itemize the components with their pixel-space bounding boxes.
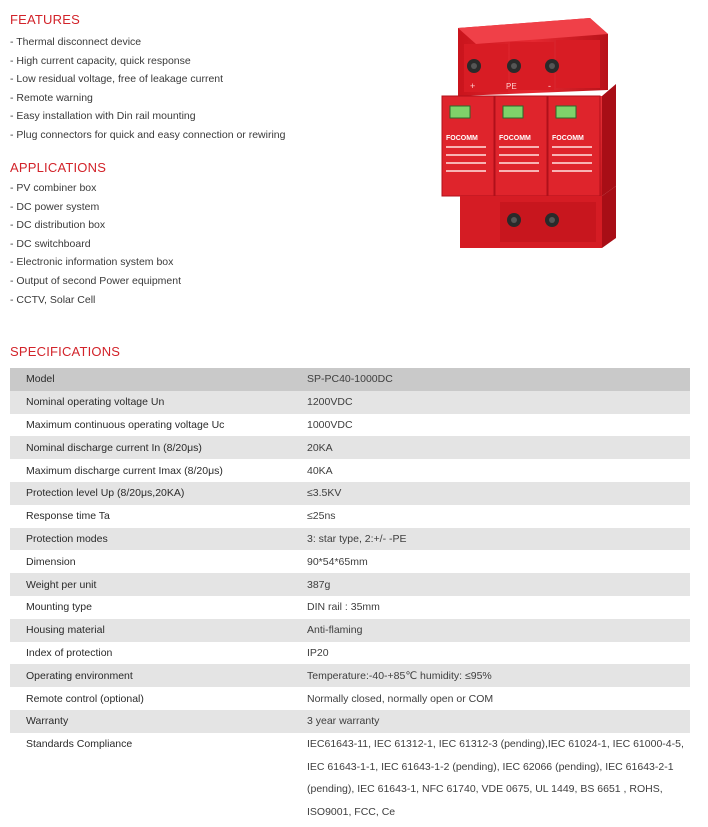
spec-label: Maximum discharge current Imax (8/20μs) [26, 464, 223, 477]
spec-value: 3 year warranty [297, 710, 690, 733]
module-brand: FOCOMM [552, 135, 584, 142]
application-item: - Electronic information system box [10, 253, 181, 272]
spec-value: 1200VDC [297, 391, 690, 414]
table-row [10, 619, 690, 642]
spec-label: Protection modes [10, 528, 297, 551]
spec-value: 20KA [297, 436, 690, 459]
table-row [10, 436, 690, 459]
spec-value: Anti-flaming [297, 619, 690, 642]
features-list [10, 33, 285, 145]
spec-label: Dimension [26, 555, 76, 568]
application-item: - DC distribution box [10, 216, 181, 235]
application-item: - Output of second Power equipment [10, 272, 181, 291]
spec-value: 387g [297, 573, 690, 596]
module-brand: FOCOMM [446, 135, 478, 142]
table-row [10, 687, 690, 710]
table-row [10, 459, 690, 482]
spec-value: 3: star type, 2:+/- -PE [297, 528, 690, 551]
table-row [10, 733, 690, 824]
spec-label: Operating environment [10, 664, 297, 687]
application-item: - CCTV, Solar Cell [10, 291, 181, 310]
spec-label: Response time Ta [26, 510, 110, 523]
application-item: - PV combiner box [10, 179, 181, 198]
feature-item: - Remote warning [10, 89, 285, 108]
specifications-heading: SPECIFICATIONS [10, 344, 121, 359]
applications-heading: APPLICATIONS [10, 160, 107, 175]
specifications-table [10, 368, 690, 824]
spec-value: 90*54*65mm [307, 555, 368, 568]
terminal-label-pe: PE [506, 82, 517, 91]
features-heading: FEATURES [10, 12, 80, 27]
spec-value: SP-PC40-1000DC [297, 368, 690, 391]
terminal-label-minus: - [548, 81, 551, 91]
application-item: - DC power system [10, 198, 181, 217]
applications-list [10, 179, 181, 309]
spec-value: DIN rail : 35mm [307, 601, 380, 614]
feature-item: - Thermal disconnect device [10, 33, 285, 52]
table-row [10, 482, 690, 505]
spec-value: IEC61643-11, IEC 61312-1, IEC 61312-3 (pending),IEC 61024-1, IEC 61000-4-5, IEC 61643-1-1, IEC 61643-1-2 (pending), IEC 62066 (pending), IEC 61643-2-1 (pending), IEC 61643-1, NFC 61740, VDE 0675, UL 1449, BS 6651 , ROHS, ISO9001, FCC, Ce [307, 737, 684, 819]
application-item: - DC switchboard [10, 235, 181, 254]
feature-item: - Low residual voltage, free of leakage current [10, 70, 285, 89]
spec-value: ≤25ns [307, 510, 336, 523]
spec-label: Nominal discharge current In (8/20μs) [10, 436, 297, 459]
spec-label: Maximum continuous operating voltage Uc [26, 418, 225, 431]
spec-label: Remote control (optional) [26, 692, 144, 705]
spec-value: 40KA [307, 464, 333, 477]
spec-label: Standards Compliance [26, 737, 133, 750]
feature-item: - Easy installation with Din rail mounting [10, 107, 285, 126]
spec-value: Temperature:-40-+85℃ humidity: ≤95% [297, 664, 690, 687]
spec-label: Index of protection [26, 646, 113, 659]
spec-label: Housing material [10, 619, 297, 642]
spec-label: Mounting type [26, 601, 92, 614]
table-row [10, 642, 690, 665]
spec-value: ≤3.5KV [297, 482, 690, 505]
table-row [10, 710, 690, 733]
table-row [10, 573, 690, 596]
table-row [10, 664, 690, 687]
table-row [10, 550, 690, 573]
spec-label: Model [10, 368, 297, 391]
feature-item: - Plug connectors for quick and easy connection or rewiring [10, 126, 285, 145]
spec-label: Warranty [10, 710, 297, 733]
table-row [10, 414, 690, 437]
table-row [10, 596, 690, 619]
table-row [10, 528, 690, 551]
table-row [10, 368, 690, 391]
table-row [10, 391, 690, 414]
spec-value: Normally closed, normally open or COM [307, 692, 494, 705]
table-row [10, 505, 690, 528]
spec-label: Nominal operating voltage Un [10, 391, 297, 414]
spec-label: Weight per unit [10, 573, 297, 596]
spec-value: IP20 [307, 646, 329, 659]
feature-item: - High current capacity, quick response [10, 52, 285, 71]
spec-value: 1000VDC [307, 418, 353, 431]
surge-protector-image [440, 14, 620, 254]
module-brand: FOCOMM [499, 135, 531, 142]
spec-label: Protection level Up (8/20μs,20KA) [10, 482, 297, 505]
terminal-label-plus: + [470, 81, 476, 91]
